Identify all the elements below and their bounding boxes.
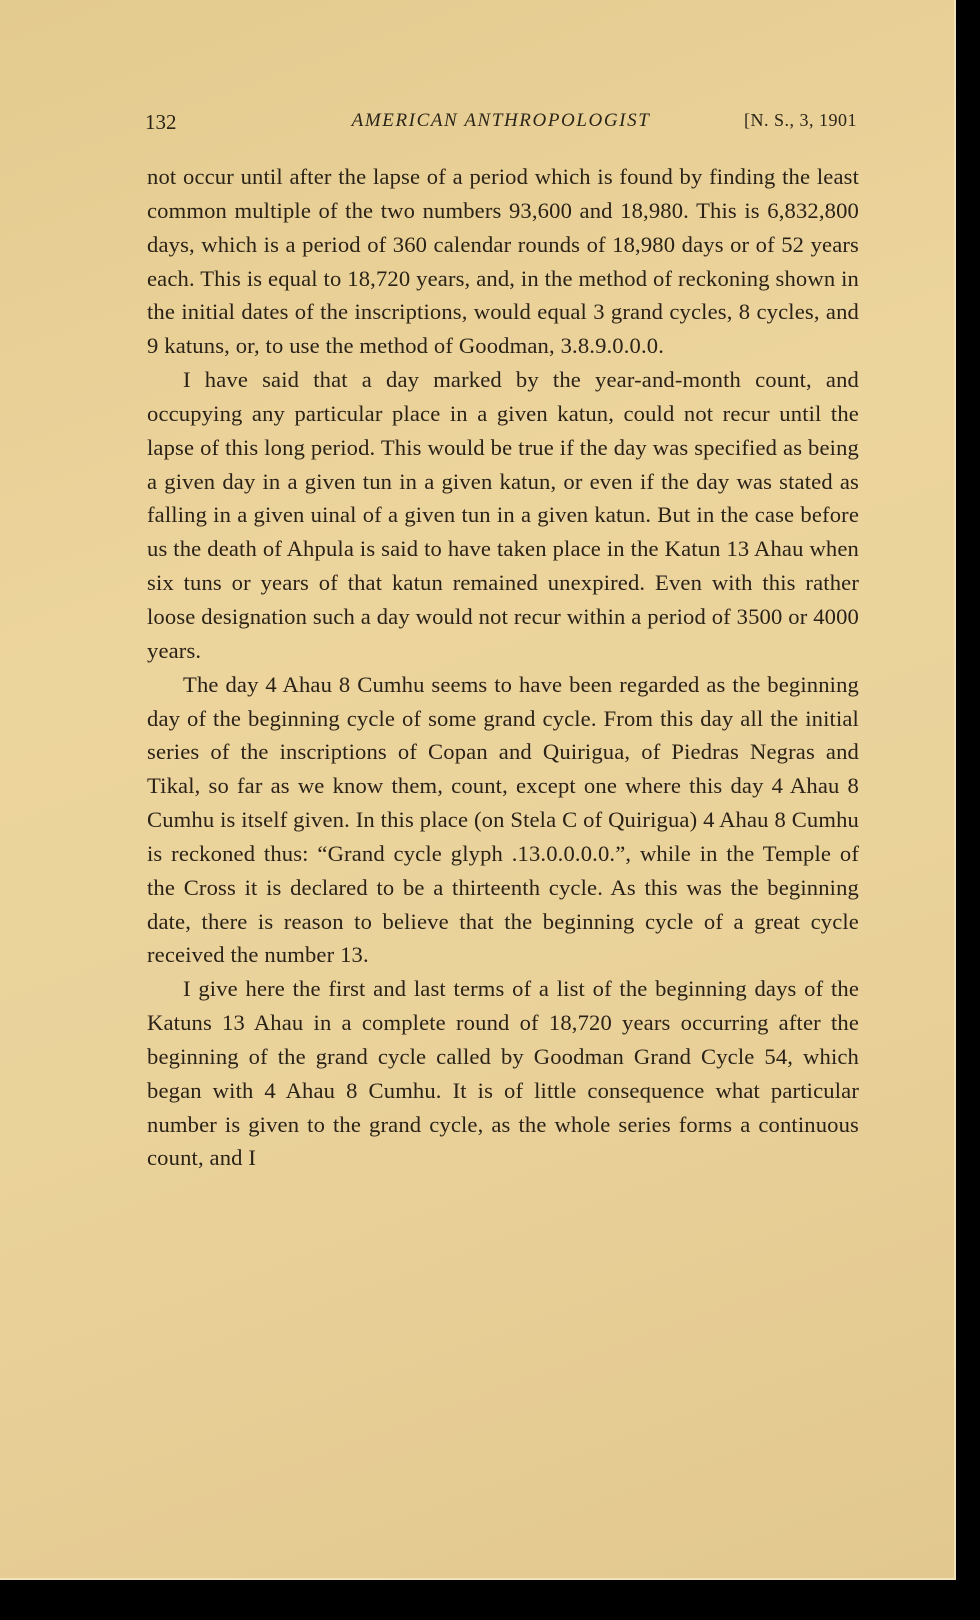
running-head — [145, 110, 857, 140]
journal-title: AMERICAN ANTHROPOLOGIST — [351, 110, 651, 131]
page-number: 132 — [145, 110, 177, 134]
paragraph-2: I have said that a day marked by the year-and-month count, and occupying any particular place in a given katun, could not recur until the lapse of this long period. This would be true if the day was specified as being a given day in a given tun in a given katun, or even if the day was stated as falling in a given uinal of a given tun in a given katun. But in the case before us the death of Ahpula is said to have taken place in the Katun 13 Ahau when six tuns or years of that katun remained unexpired. Even with this rather loose designation such a day would not recur within a period of 3500 or 4000 years. — [147, 367, 859, 663]
paragraph-3: The day 4 Ahau 8 Cumhu seems to have been regarded as the beginning day of the beginning cycle of some grand cycle. From this day all the initial series of the inscriptions of Copan and Quirigua, of Piedras Negras and Tikal, so far as we know them, count, except one where this day 4 Ahau 8 Cumhu is itself given. In this place (on Stela C of Quirigua) 4 Ahau 8 Cumhu is reckoned thus: “Grand cycle glyph .13.0.0.0.0.”, while in the Temple of the Cross it is declared to be a thirteenth cycle. As this was the beginning date, there is reason to believe that the beginning cycle of a great cycle received the number 13. — [147, 671, 859, 968]
paragraph-1: not occur until after the lapse of a period which is found by finding the least common multiple of the two numbers 93,600 and 18,980. This is 6,832,800 days, which is a period of 360 calendar rounds of 18,980 days or of 52 years each. This is equal to 18,720 years, and, in the method of reckoning shown in the initial dates of the inscriptions, would equal 3 grand cycles, 8 cycles, and 9 katuns, or, to use the method of Goodman, 3.8.9.0.0.0. — [147, 164, 859, 359]
volume-info: [N. S., 3, 1901 — [743, 110, 857, 130]
paragraph-4: I give here the first and last terms of a list of the beginning days of the Katuns 13 Ahau in a complete round of 18,720 years occurring after the beginning of the grand cycle called by Goodman Grand Cycle 54, which began with 4 Ahau 8 Cumhu. It is of little consequence what particular number is given to the grand cycle, as the whole series forms a continuous count, and I — [147, 976, 859, 1171]
body-text — [147, 160, 859, 1175]
